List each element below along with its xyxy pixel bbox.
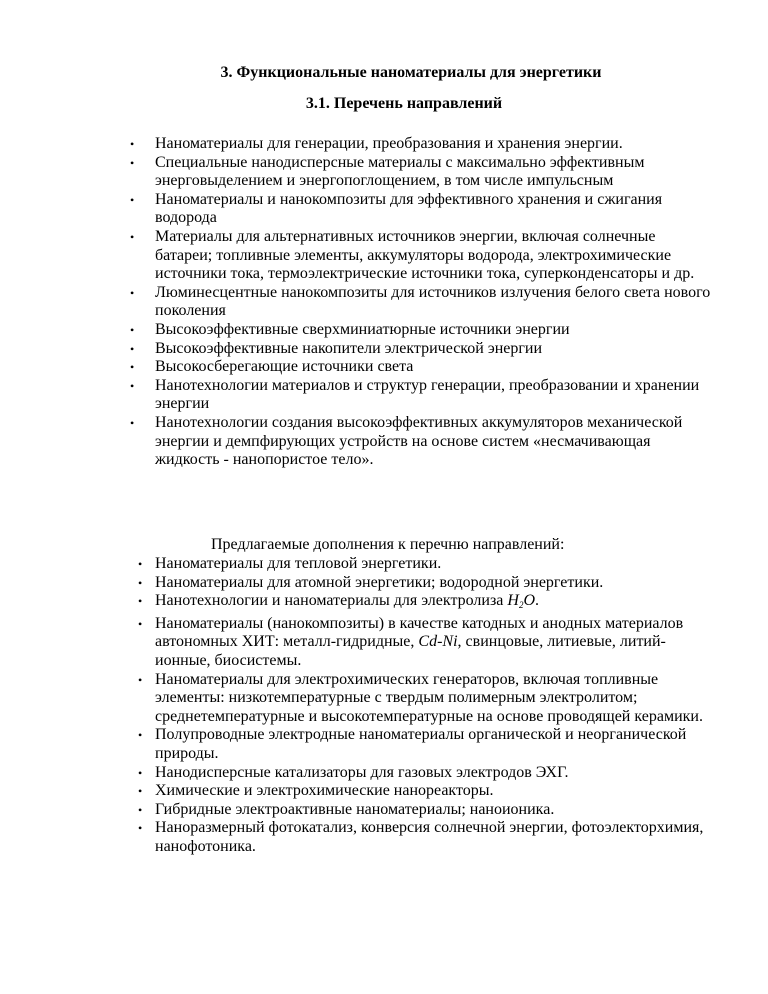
bullet-icon: • [130,192,135,207]
list-item: • Нанотехнологии и наноматериалы для электролиза $H_2O$. [138,592,540,611]
list-item: • Наноматериалы для тепловой энергетики. [138,555,442,572]
list-item: • Специальные нанодисперсные материалы с максимально эффективным энерговыделением и энергопоглощением, в том числе импульсным [130,153,645,190]
bullet-icon: • [138,765,143,780]
list-item: • Нанотехнологии материалов и структур генерации, преобразовании и хранении энергии [130,376,700,413]
formula-h2o: $H_2O$ [507,592,536,611]
bullet-icon: • [130,322,135,337]
bullet-icon: • [138,672,143,687]
bullet-icon: • [130,229,135,244]
bullet-icon: • [130,378,135,393]
bullet-icon: • [138,784,143,799]
list-item: • Наноматериалы для электрохимических генераторов, включая топливные элементы: низкотемпературные с твердым полимерным электролитом; среднетемпературные и высокотемпературные на основе проводящей керамики. [138,670,703,725]
bullet-icon: • [138,821,143,836]
bullet-icon: • [138,575,143,590]
section-title: 3.1. Перечень направлений [305,95,503,112]
bullet-icon: • [138,557,143,571]
list-item: • Материалы для альтернативных источников энергии, включая солнечные батареи; топливные элементы, аккумуляторы водорода, электрохимические источники тока, термоэлектрические источники тока, суперконденсаторы и др. [130,227,695,283]
list-item: • Химические и электрохимические нанореакторы. [138,782,494,800]
list-item: • Полупроводные электродные наноматериалы органической и неорганической природы. [138,726,687,762]
bullet-icon: • [130,360,135,375]
bullet-icon: • [130,155,135,170]
bullet-icon: • [130,341,135,356]
bullet-icon: • [130,285,135,300]
list-item: • Наноматериалы и нанокомпозиты для эффективного хранения и сжигания водорода [130,190,663,227]
proposals-list [138,555,715,857]
list-item: • Высокосберегающие источники света [130,358,414,376]
list-item: • Гибридные электроактивные наноматериалы; наноионика. [138,800,555,818]
list-item: • Высокоэффективные накопители электрической энергии [130,339,543,357]
proposals-heading: Предлагаемые дополнения к перечню направлений: [211,536,565,553]
bullet-icon: • [130,415,135,430]
list-item: • Наноматериалы (нанокомпозиты) в качестве катодных и анодных материалов автономных ХИТ: металл-гидридные, Cd-Ni, свинцовые, литиевые, литий-ионные, биосистемы. [138,614,684,669]
list-item: • Наноразмерный фотокатализ, конверсия солнечной энергии, фотоэлекторхимия, нанофотоника. [138,819,704,855]
bullet-icon: • [138,616,143,631]
list-item: • Люминесцентные нанокомпозиты для источников излучения белого света нового поколения [130,283,711,320]
directions-list [130,135,715,470]
list-item: • Высокоэффективные сверхминиатюрные источники энергии [130,320,570,338]
list-item: • Наноматериалы для генерации, преобразования и хранения энергии. [130,135,623,152]
bullet-icon: • [130,137,135,151]
list-item: • Нанодисперсные катализаторы для газовых электродов ЭХГ. [138,763,569,781]
bullet-icon: • [138,728,143,743]
bullet-icon: • [138,802,143,817]
list-item: • Наноматериалы для атомной энергетики; водородной энергетики. [138,573,604,591]
bullet-icon: • [138,594,143,609]
document-title: 3. Функциональные наноматериалы для энергетики [220,64,602,81]
list-item: • Нанотехнологии создания высокоэффективных аккумуляторов механической энергии и демпфирующих устройств на основе систем «несмачивающая жидкость - нанопористое тело». [130,413,683,469]
